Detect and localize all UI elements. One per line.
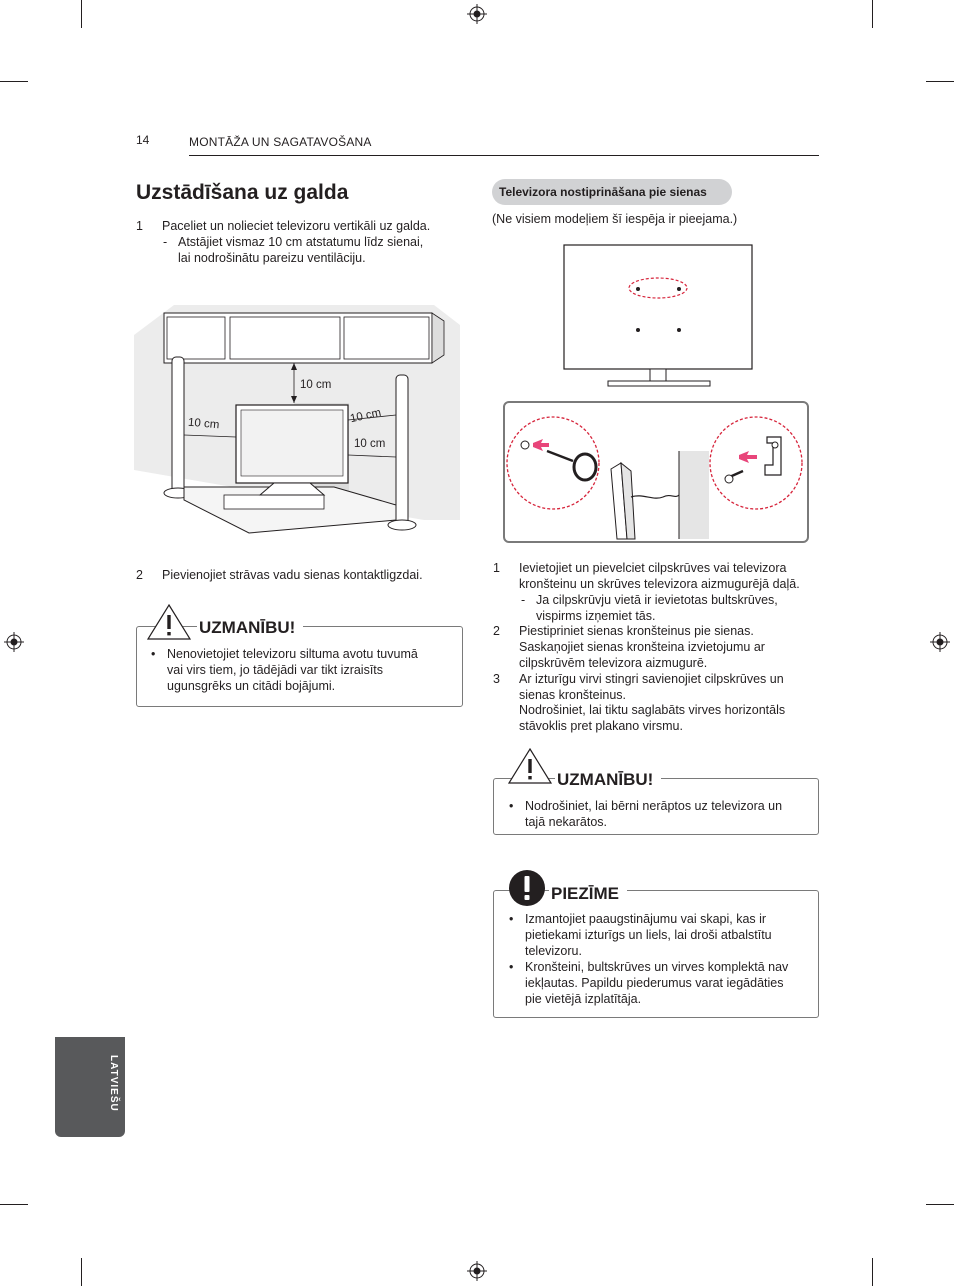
running-header: MONTĀŽA UN SAGATAVOŠANA xyxy=(189,135,372,149)
crop-mark xyxy=(81,1258,82,1286)
bullet-line: ugunsgrēks un citādi bojājumi. xyxy=(167,679,336,693)
sub-text-line: Atstājiet vismaz 10 cm atstatumu līdz sienai, xyxy=(178,235,424,249)
note-bullet xyxy=(509,959,809,1007)
clearance-label: 10 cm xyxy=(187,416,220,432)
sub-text-line: vispirms izņemiet tās. xyxy=(536,609,656,623)
wall-mounting-illustration xyxy=(503,401,809,543)
bullet-mark: • xyxy=(509,799,514,813)
bullet-line: pietiekami izturīgs un liels, lai droši atbalstītu xyxy=(525,928,772,942)
warning-triangle-icon xyxy=(146,603,192,641)
language-side-tab xyxy=(55,1037,125,1137)
registration-mark-icon xyxy=(930,632,950,652)
caution-bullet xyxy=(509,798,809,830)
clearance-label: 10 cm xyxy=(354,438,386,450)
crop-mark xyxy=(926,81,954,82)
crop-mark xyxy=(0,1204,28,1205)
step-1 xyxy=(136,218,466,234)
bullet-line: Nenovietojiet televizoru siltuma avotu tuvumā xyxy=(167,647,418,661)
caution-bullet xyxy=(151,646,451,694)
note-title: PIEZĪME xyxy=(549,884,627,904)
tv-back-diagram xyxy=(560,240,760,390)
availability-note: (Ne visiem modeļiem šī iespēja ir pieejama.) xyxy=(492,212,738,226)
step-text-line: Ar izturīgu virvi stingri savienojiet cilpskrūves un xyxy=(519,672,784,686)
step-text-line: sienas kronšteinus. xyxy=(519,688,627,702)
caution-title: UZMANĪBU! xyxy=(197,618,303,638)
crop-mark xyxy=(81,0,82,28)
sub-dash: - xyxy=(521,593,526,607)
step-number: 2 xyxy=(136,568,143,582)
bullet-line: vai virs tiem, jo tādējādi var tikt izraisīts xyxy=(167,663,384,677)
warning-triangle-icon xyxy=(507,747,553,785)
step-number: 3 xyxy=(493,672,500,686)
step-number: 2 xyxy=(493,624,500,638)
header-divider xyxy=(189,155,819,156)
bullet-mark: • xyxy=(509,960,514,974)
crop-mark xyxy=(0,81,28,82)
note-exclamation-icon xyxy=(508,869,546,907)
clearance-label: 10 cm xyxy=(349,406,383,426)
step-number: 1 xyxy=(493,561,500,575)
registration-mark-icon xyxy=(467,1261,487,1281)
step-text-line: cilpskrūvēm televizora aizmugurē. xyxy=(519,656,708,670)
bullet-line: Kronšteini, bultskrūves un virves komplektā nav xyxy=(525,960,789,974)
bullet-mark: • xyxy=(509,912,514,926)
sub-text-line: lai nodrošinātu pareizu ventilāciju. xyxy=(178,251,366,265)
bullet-line: televizoru. xyxy=(525,944,582,958)
bullet-mark: • xyxy=(151,647,156,661)
sub-text-line: Ja cilpskrūvju vietā ir ievietotas bultskrūves, xyxy=(536,593,778,607)
caution-title: UZMANĪBU! xyxy=(555,770,661,790)
registration-mark-icon xyxy=(4,632,24,652)
step-number: 1 xyxy=(136,219,143,233)
bullet-line: iekļautas. Papildu piederumus varat iegādāties xyxy=(525,976,784,990)
step-text-line: stāvoklis pret plakano virsmu. xyxy=(519,719,683,733)
step-text-line: Piestipriniet sienas kronšteinus pie sienas. xyxy=(519,624,754,638)
step-text-line: Ievietojiet un pievelciet cilpskrūves vai televizora xyxy=(519,561,787,575)
crop-mark xyxy=(926,1204,954,1205)
page-number: 14 xyxy=(136,133,150,147)
tv-on-table-illustration xyxy=(134,305,460,545)
bullet-line: Izmantojiet paaugstinājumu vai skapi, kas ir xyxy=(525,912,767,926)
step-text: Pievienojiet strāvas vadu sienas kontaktligzdai. xyxy=(162,568,423,582)
language-label: LATVIEŠU xyxy=(108,1055,119,1112)
step-text-line: Saskaņojiet sienas kronšteina izvietojumu ar xyxy=(519,640,765,654)
subsection-pill-title: Televizora nostiprināšana pie sienas xyxy=(492,179,732,205)
step-2 xyxy=(136,567,466,583)
note-bullet xyxy=(509,911,809,959)
clearance-label: 10 cm xyxy=(300,379,332,391)
step-text-line: Nodrošiniet, lai tiktu saglabāts virves horizontāls xyxy=(519,703,786,717)
section-title: Uzstādīšana uz galda xyxy=(136,181,349,204)
crop-mark xyxy=(872,0,873,28)
registration-mark-icon xyxy=(467,4,487,24)
sub-dash: - xyxy=(163,235,168,249)
bullet-line: tajā nekarātos. xyxy=(525,815,607,829)
crop-mark xyxy=(872,1258,873,1286)
step-text-line: kronšteinu un skrūves televizora aizmugurējā daļā. xyxy=(519,577,800,591)
step-text: Paceliet un nolieciet televizoru vertikāli uz galda. xyxy=(162,219,431,233)
bullet-line: pie vietējā izplatītāja. xyxy=(525,992,642,1006)
bullet-line: Nodrošiniet, lai bērni nerāptos uz televizora un xyxy=(525,799,783,813)
